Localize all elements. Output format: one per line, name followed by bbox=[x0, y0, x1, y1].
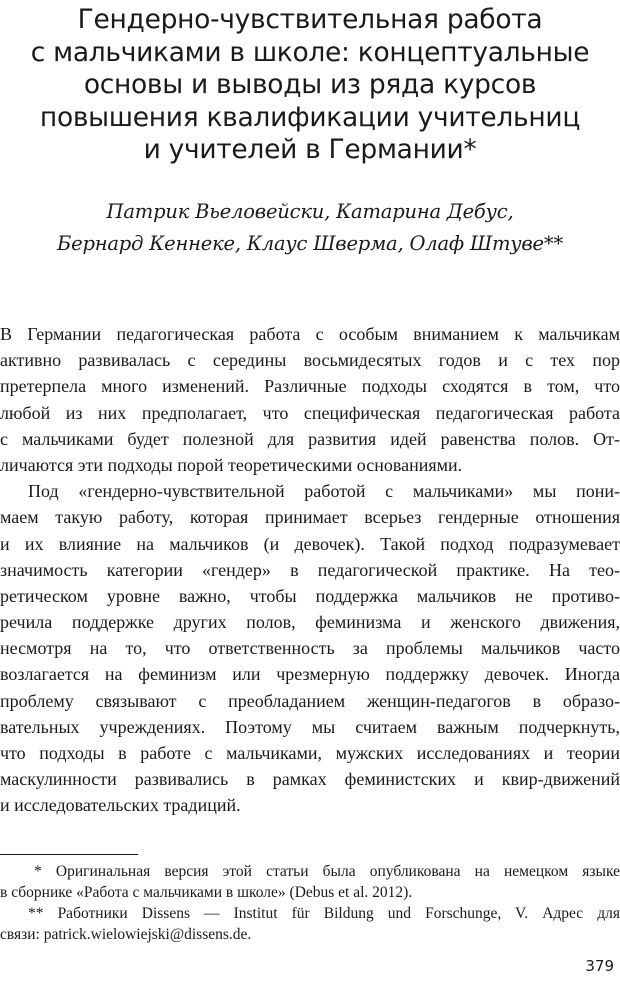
body-line: маем такую работу, которая принимает всерьез гендерные отношения bbox=[0, 507, 620, 528]
title-line: и учителей в Германии* bbox=[143, 134, 477, 165]
footnote-1-line: * Оригинальная версия этой статьи была опубликована на немецком языке bbox=[34, 863, 620, 880]
body-line: Под «гендерно-чувствительной работой с мальчиками» мы пони- bbox=[28, 481, 620, 502]
paragraph-1 bbox=[0, 321, 620, 478]
body-line: ретическом уровне важно, чтобы поддержка мальчиков не противо- bbox=[0, 585, 620, 606]
body-line: любой из них предполагает, что специфическая педагогическая работа bbox=[0, 402, 620, 423]
article-body bbox=[0, 321, 620, 819]
body-line: возлагается на феминизм или чрезмерную поддержку девочек. Иногда bbox=[0, 664, 620, 685]
body-line: личаются эти подходы порой теоретическими основаниями. bbox=[0, 454, 463, 475]
title-line: Гендерно-чувствительная работа bbox=[77, 4, 543, 35]
footnotes bbox=[0, 861, 620, 945]
title-line: с мальчиками в школе: концептуальные bbox=[30, 36, 590, 68]
body-line: В Германии педагогическая работа с особым вниманием к мальчикам bbox=[0, 324, 620, 344]
body-line: проблему связывают с преобладанием женщин-педагогов в образо- bbox=[0, 690, 620, 711]
body-line: с мальчиками будет полезной для развития идей равенства полов. От- bbox=[0, 428, 620, 449]
footnote-divider bbox=[0, 854, 138, 855]
article-authors bbox=[30, 196, 590, 260]
body-line: маскулинности развивались в рамках феминистских и квир-движений bbox=[0, 769, 620, 790]
body-line: активно развивалась с середины восьмидесятых годов и с тех пор bbox=[0, 350, 620, 371]
footnote-2-line: связи: patrick.wielowiejski@dissens.de. bbox=[0, 926, 252, 943]
footnote-2-line: ** Работники Dissens — Institut für Bildung und Forschunge, V. Адрес для bbox=[28, 905, 620, 922]
body-line: речила поддержке других полов, феминизма и женского движения, bbox=[0, 612, 620, 633]
authors-line: Патрик Вьеловейски, Катарина Дебус, bbox=[106, 200, 514, 223]
body-line: значимость категории «гендер» в педагогической практике. На тео- bbox=[0, 559, 620, 580]
body-line: несмотря на то, что ответственность за проблемы мальчиков часто bbox=[0, 638, 620, 659]
body-line: вательных учреждениях. Поэтому мы считаем важным подчеркнуть, bbox=[0, 716, 620, 737]
body-line: и их влияние на мальчиков (и девочек). Такой подход подразумевает bbox=[0, 533, 620, 554]
title-line: повышения квалификации учительниц bbox=[39, 101, 581, 133]
paragraph-2 bbox=[0, 478, 620, 818]
article-title bbox=[30, 4, 590, 167]
body-line: что подходы в работе с мальчиками, мужских исследованиях и теории bbox=[0, 743, 620, 763]
page-number: 379 bbox=[585, 957, 614, 975]
body-line: и исследовательских традиций. bbox=[0, 795, 241, 816]
body-line: претерпела много изменений. Различные подходы сходятся в том, что bbox=[0, 376, 620, 397]
title-line: основы и выводы из ряда курсов bbox=[83, 69, 537, 100]
footnote-1-line: в сборнике «Работа с мальчиками в школе» (Debus et al. 2012). bbox=[0, 884, 413, 901]
authors-line: Бернард Кеннеке, Клаус Шверма, Олаф Штуве** bbox=[56, 232, 564, 255]
